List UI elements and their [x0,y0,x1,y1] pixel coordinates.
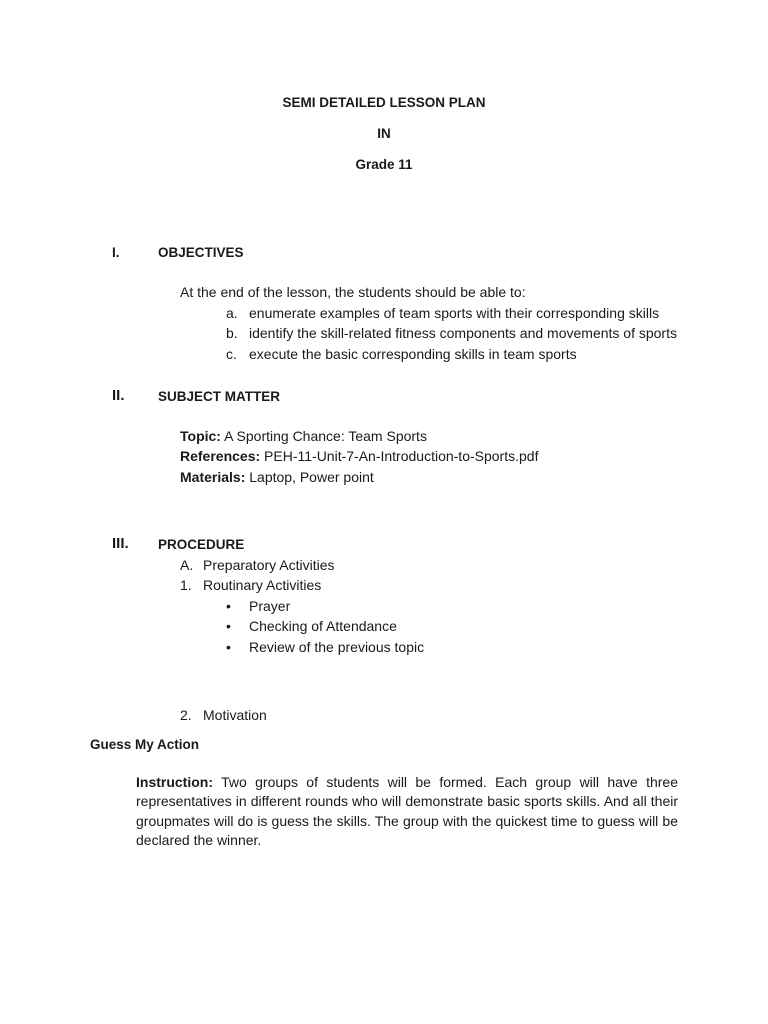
procedure-1-text: Routinary Activities [203,577,322,593]
materials-label: Materials: [180,469,246,485]
topic-value: A Sporting Chance: Team Sports [220,428,427,444]
section-2-heading: SUBJECT MATTER [158,389,281,404]
topic-label: Topic: [180,428,221,444]
objective-b-text: identify the skill-related fitness components and movements of sports [249,325,677,341]
references-value: PEH-11-Unit-7-An-Introduction-to-Sports.pdf [260,448,539,464]
procedure-a-text: Preparatory Activities [203,557,335,573]
objective-c-marker: c. [226,346,237,362]
section-1-heading: OBJECTIVES [158,245,244,260]
procedure-1-marker: 1. [180,577,192,593]
title-line-2: IN [377,126,391,141]
bullet-icon: • [226,598,231,614]
objectives-intro: At the end of the lesson, the students should be able to: [180,284,526,300]
procedure-2-marker: 2. [180,707,192,723]
objective-c-text: execute the basic corresponding skills in team sports [249,346,577,362]
references-label: References: [180,448,261,464]
section-2-numeral: II. [112,387,125,404]
title-line-1: SEMI DETAILED LESSON PLAN [282,95,486,110]
instruction-label: Instruction: [136,774,213,790]
procedure-a-marker: A. [180,557,194,573]
bullet-icon: • [226,618,231,634]
instruction-paragraph [136,773,678,850]
bullet-icon: • [226,639,231,655]
objective-a-text: enumerate examples of team sports with their corresponding skills [249,305,660,321]
materials-line [180,469,374,485]
section-3-numeral: III. [112,535,129,552]
references-line [180,448,538,464]
objective-b-marker: b. [226,325,238,341]
instruction-text: Two groups of students will be formed. Each group will have three representatives in different rounds who will demonstrate basic sports skills. And all their groupmates will do is guess the skills. The group with the quickest time to guess will be declared the winner. [136,774,678,848]
section-1-numeral: I. [112,245,120,260]
bullet-item-prayer: Prayer [249,598,291,614]
procedure-2-text: Motivation [203,707,267,723]
bullet-item-review: Review of the previous topic [249,639,425,655]
activity-title: Guess My Action [90,737,200,752]
objective-a-marker: a. [226,305,238,321]
section-3-heading: PROCEDURE [158,537,245,552]
title-line-3: Grade 11 [355,157,413,172]
topic-line [180,428,427,444]
bullet-item-attendance: Checking of Attendance [249,618,397,634]
materials-value: Laptop, Power point [245,469,374,485]
